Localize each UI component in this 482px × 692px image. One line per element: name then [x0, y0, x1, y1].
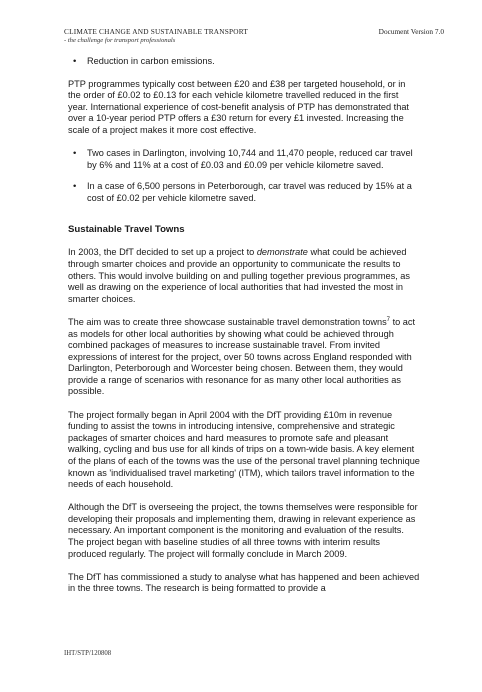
bullet-list-benefits [68, 56, 420, 68]
footnote-marker: 7 [386, 316, 391, 323]
section-heading: Sustainable Travel Towns [68, 224, 185, 236]
page-body [68, 56, 420, 606]
paragraph-2003 [68, 247, 420, 305]
document-version: Document Version 7.0 [378, 27, 444, 36]
paragraph-text: In 2003, the DfT decided to set up a project to [68, 247, 257, 258]
document-subtitle: - the challenge for transport professionals [64, 37, 176, 44]
page-header [64, 27, 444, 51]
paragraph-overseeing: Although the DfT is overseeing the project, the towns themselves were responsible for developing their proposals and implementing them, drawing in relevant experience as necessary. An important component is the monitoring and evaluation of the results. The project began with baseline studies of all three towns with interim results produced regularly. The project will formally conclude in March 2009. [68, 502, 418, 559]
paragraph-ptp-costs: PTP programmes typically cost between £20 and £38 per targeted household, or in the order of £0.02 to £0.13 for each vehicle kilometre travelled reduced in the first year. International experience of cost-benefit analysis of PTP has demonstrated that over a 10-year period PTP offers a £30 return for every £1 invested. Increasing the scale of a project makes it more cost effective. [68, 78, 409, 135]
paragraph-text: what could be achieved through smarter choices and provide an opportunity to communicate the results to others. This would involve building on and pulling together previous programmes, as well as drawing on the experience of local authorities that had invested the most in smarter choices. [68, 247, 411, 304]
bullet-item: • Reduction in carbon emissions. [68, 56, 420, 68]
bullet-item-peterborough: • In a case of 6,500 persons in Peterborough, car travel was reduced by 15% at a cost of £0.02 per vehicle kilometre saved. [68, 181, 420, 204]
document-reference: IHT/STP/120808 [64, 650, 112, 657]
emphasis-text: demonstrate [256, 247, 308, 258]
document-title: CLIMATE CHANGE AND SUSTAINABLE TRANSPORT [64, 27, 249, 36]
paragraph-aim [68, 317, 420, 398]
paragraph-project-funding: The project formally began in April 2004 with the DfT providing £10m in revenue funding to assist the towns in introducing intensive, comprehensive and strategic packages of smarter choices and hard measures to promote safe and pleasant walking, cycling and bus use for all kinds of trips on a town-wide basis. A key element of the plans of each of the towns was the use of the personal travel planning technique known as 'individualised travel marketing' (ITM), which tailors travel information to the needs of each household. [68, 409, 420, 490]
paragraph-study: The DfT has commissioned a study to analyse what has happened and been achieved in the three towns. The research is being formatted to provide a [68, 571, 420, 594]
paragraph-text: to act as models for other local authorities by showing what could be achieved through combined packages of measures to increase sustainable travel. From invited expressions of interest for the project, over 50 towns across England responded with Darlington, Peterborough and Worcester being chosen. Between them, they would provide a range of scenarios with resonance for as many other local authorities as possible. [68, 316, 416, 397]
bullet-list-cases [68, 148, 420, 204]
paragraph-text: The aim was to create three showcase sustainable travel demonstration towns [68, 316, 387, 327]
bullet-item-darlington: • Two cases in Darlington, involving 10,744 and 11,470 people, reduced car travel by 6% and 11% at a cost of £0.03 and £0.09 per vehicle kilometre saved. [68, 148, 420, 171]
